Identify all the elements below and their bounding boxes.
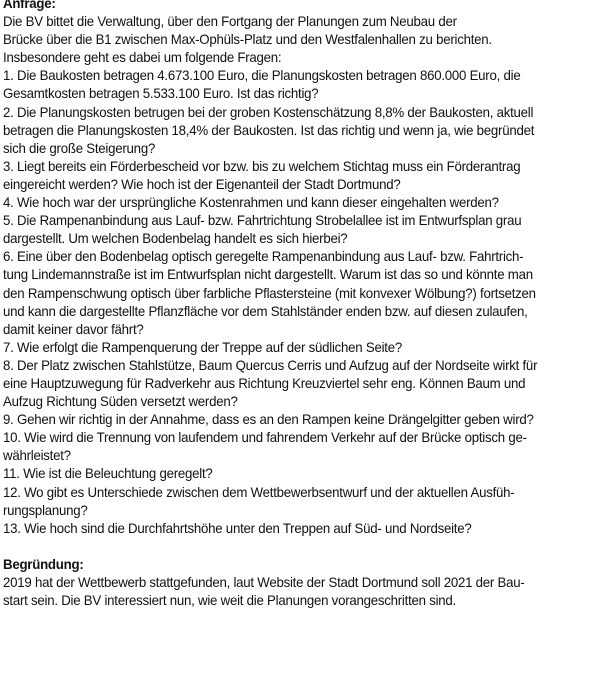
question-line: eingereicht werden? Wie hoch ist der Eigenanteil der Stadt Dortmund? — [3, 176, 401, 192]
question-line: 9. Gehen wir richtig in der Annahme, dass es an den Rampen keine Drängelgitter geben wird? — [3, 412, 534, 428]
question-4 — [3, 194, 584, 212]
intro-line: Die BV bittet die Verwaltung, über den Fortgang der Planungen zum Neubau der — [3, 14, 457, 30]
question-11 — [3, 465, 584, 483]
question-line: 4. Wie hoch war der ursprüngliche Kostenrahmen und kann dieser eingehalten werden? — [3, 195, 499, 211]
question-13 — [3, 520, 584, 538]
question-5 — [3, 212, 584, 248]
question-list — [3, 67, 584, 537]
question-line: tung Lindemannstraße ist im Entwurfsplan nicht dargestellt. Warum ist das so und könnte man — [3, 267, 533, 283]
question-12 — [3, 484, 584, 520]
question-line: Aufzug Richtung Süden versetzt werden? — [3, 394, 238, 410]
question-line: 5. Die Rampenanbindung aus Lauf- bzw. Fahrtrichtung Strobelallee ist im Entwurfsplan grau — [3, 213, 522, 229]
question-8 — [3, 357, 584, 411]
question-7 — [3, 339, 584, 357]
anfrage-heading: Anfrage: — [3, 0, 56, 11]
question-line: 8. Der Platz zwischen Stahlstütze, Baum Quercus Cerris und Aufzug auf der Nordseite wirkt für — [3, 357, 538, 373]
question-line: betragen die Planungskosten 18,4% der Baukosten. Ist das richtig und wenn ja, wie begründet — [3, 122, 535, 138]
section-spacer — [3, 538, 584, 556]
question-line: 13. Wie hoch sind die Durchfahrtshöhe unter den Treppen auf Süd- und Nordseite? — [3, 520, 472, 536]
intro-line: Insbesondere geht es dabei um folgende Fragen: — [3, 50, 282, 66]
question-1 — [3, 67, 584, 103]
question-line: und kann die dargestellte Pflanzfläche vor dem Stahlständer enden bzw. auf diesen zulaufen, — [3, 303, 528, 319]
question-2 — [3, 104, 584, 158]
begruendung-line: start sein. Die BV interessiert nun, wie weit die Planungen vorangeschritten sind. — [3, 593, 456, 608]
question-line: 10. Wie wird die Trennung von laufendem und fahrendem Verkehr auf der Brücke optisch ge- — [3, 430, 527, 446]
intro-line: Brücke über die B1 zwischen Max-Ophüls-Platz und den Westfalenhallen zu berichten. — [3, 32, 492, 48]
question-line: den Rampenschwung optisch über farbliche Pflastersteine (mit konvexer Wölbung?) fortsetzen — [3, 285, 536, 301]
question-6 — [3, 248, 584, 338]
begruendung-line: 2019 hat der Wettbewerb stattgefunden, laut Website der Stadt Dortmund soll 2021 der Bau- — [3, 574, 525, 590]
question-line: sich die große Steigerung? — [3, 140, 156, 156]
question-line: rungsplanung? — [3, 502, 88, 518]
begruendung-heading: Begründung: — [3, 556, 84, 572]
begruendung-paragraph — [3, 574, 584, 610]
question-line: 12. Wo gibt es Unterschiede zwischen dem Wettbewerbsentwurf und der aktuellen Ausfüh- — [3, 484, 515, 500]
question-line: 11. Wie ist die Beleuchtung geregelt? — [3, 466, 213, 482]
question-line: eine Hauptzuwegung für Radverkehr aus Richtung Kreuzviertel sehr eng. Können Baum und — [3, 375, 526, 391]
question-line: 3. Liegt bereits ein Förderbescheid vor bzw. bis zu welchem Stichtag muss ein Förderantrag — [3, 158, 521, 174]
question-line: dargestellt. Um welchen Bodenbelag handelt es sich hierbei? — [3, 231, 348, 247]
question-line: Gesamtkosten betragen 5.533.100 Euro. Ist das richtig? — [3, 86, 319, 102]
question-9 — [3, 411, 584, 429]
question-line: 2. Die Planungskosten betrugen bei der groben Kostenschätzung 8,8% der Baukosten, aktuell — [3, 104, 534, 120]
question-3 — [3, 158, 584, 194]
intro-paragraph — [3, 13, 584, 67]
document-page — [3, 0, 584, 610]
question-line: 1. Die Baukosten betragen 4.673.100 Euro, die Planungskosten betragen 860.000 Euro, die — [3, 68, 521, 84]
question-10 — [3, 429, 584, 465]
question-line: währleistet? — [3, 448, 71, 464]
question-line: 6. Eine über den Bodenbelag optisch geregelte Rampenanbindung aus Lauf- bzw. Fahrtrich- — [3, 249, 524, 265]
question-line: 7. Wie erfolgt die Rampenquerung der Treppe auf der südlichen Seite? — [3, 339, 402, 355]
question-line: damit keiner davor fährt? — [3, 321, 144, 337]
